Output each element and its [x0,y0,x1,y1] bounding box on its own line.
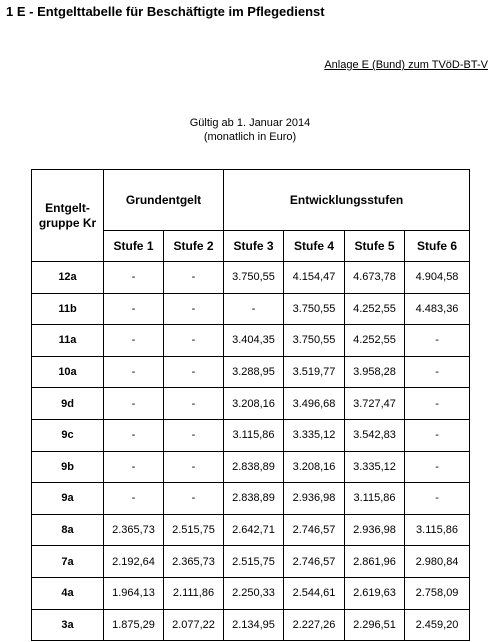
salary-cell: 3.208,16 [284,451,345,483]
pay-group-cell: 9c [32,419,104,451]
salary-cell: 2.936,98 [345,514,405,546]
pay-group-cell: 8a [32,514,104,546]
table-row [32,419,470,451]
base-salary-header: Grundentgelt [104,170,224,231]
salary-cell: - [224,293,284,325]
table-row [32,577,470,609]
pay-group-cell: 11a [32,325,104,357]
salary-cell: 4.252,55 [345,325,405,357]
table-row [32,609,470,641]
salary-cell: - [405,388,470,420]
level-header: Stufe 5 [345,231,405,262]
salary-cell: - [104,451,164,483]
salary-cell: - [104,419,164,451]
salary-cell: 4.904,58 [405,262,470,294]
table-row [32,325,470,357]
salary-cell: 3.750,55 [284,325,345,357]
validity-note [0,116,500,144]
salary-cell: - [405,325,470,357]
salary-cell: 3.115,86 [405,514,470,546]
salary-cell: 3.115,86 [224,419,284,451]
salary-cell: 2.746,57 [284,546,345,578]
salary-cell: 3.335,12 [345,451,405,483]
salary-cell: - [104,388,164,420]
table-row [32,483,470,515]
salary-cell: 2.111,86 [164,577,224,609]
table-row [32,514,470,546]
salary-cell: 2.838,89 [224,483,284,515]
salary-cell: 4.252,55 [345,293,405,325]
salary-cell: - [104,483,164,515]
salary-cell: - [104,262,164,294]
salary-cell: 1.964,13 [104,577,164,609]
pay-group-cell: 9b [32,451,104,483]
header-row-top [32,170,470,231]
unit-note-text: (monatlich in Euro) [203,131,297,143]
salary-cell: - [164,388,224,420]
pay-group-cell: 7a [32,546,104,578]
salary-cell: 3.958,28 [345,356,405,388]
salary-cell: 4.483,36 [405,293,470,325]
level-header: Stufe 2 [164,231,224,262]
table-row [32,262,470,294]
table-row [32,293,470,325]
salary-cell: 3.519,77 [284,356,345,388]
salary-cell: - [405,483,470,515]
salary-cell: 3.496,68 [284,388,345,420]
salary-cell: 2.936,98 [284,483,345,515]
salary-table [31,169,470,641]
salary-cell: 2.861,96 [345,546,405,578]
salary-cell: - [164,262,224,294]
salary-cell: 2.838,89 [224,451,284,483]
level-header: Stufe 3 [224,231,284,262]
salary-cell: 4.154,47 [284,262,345,294]
pay-group-cell: 9d [32,388,104,420]
salary-cell: 3.335,12 [284,419,345,451]
salary-cell: 2.296,51 [345,609,405,641]
salary-cell: 2.515,75 [224,546,284,578]
salary-cell: - [164,325,224,357]
salary-cell: - [405,419,470,451]
level-header: Stufe 6 [405,231,470,262]
salary-cell: 2.192,64 [104,546,164,578]
salary-cell: 2.250,33 [224,577,284,609]
pay-group-cell: 4a [32,577,104,609]
valid-from-text: Gültig ab 1. Januar 2014 [189,117,311,129]
pay-group-cell: 10a [32,356,104,388]
salary-cell: 2.459,20 [405,609,470,641]
annex-reference: Anlage E (Bund) zum TVöD-BT-V [324,59,488,71]
salary-cell: - [164,451,224,483]
page-heading: 1 E - Entgelttabelle für Beschäftigte im Pflegedienst [6,4,325,19]
salary-cell: 3.404,35 [224,325,284,357]
group-column-header: Entgelt- gruppe Kr [32,170,104,262]
salary-cell: 1.875,29 [104,609,164,641]
salary-cell: 4.673,78 [345,262,405,294]
pay-group-cell: 3a [32,609,104,641]
salary-cell: 2.515,75 [164,514,224,546]
table-row [32,546,470,578]
salary-cell: 3.750,55 [224,262,284,294]
salary-cell: 2.619,63 [345,577,405,609]
table-row [32,356,470,388]
pay-group-cell: 9a [32,483,104,515]
salary-cell: - [104,293,164,325]
salary-cell: 2.365,73 [164,546,224,578]
salary-cell: - [164,419,224,451]
salary-cell: 3.208,16 [224,388,284,420]
salary-cell: 2.746,57 [284,514,345,546]
salary-cell: 3.750,55 [284,293,345,325]
salary-cell: 2.544,61 [284,577,345,609]
level-header: Stufe 4 [284,231,345,262]
salary-cell: 3.115,86 [345,483,405,515]
pay-group-cell: 11b [32,293,104,325]
salary-cell: - [405,451,470,483]
salary-cell: 3.542,83 [345,419,405,451]
salary-cell: - [405,356,470,388]
salary-cell: - [164,293,224,325]
salary-cell: 2.980,84 [405,546,470,578]
salary-cell: - [164,483,224,515]
salary-cell: - [164,356,224,388]
salary-cell: 3.288,95 [224,356,284,388]
salary-cell: 3.727,47 [345,388,405,420]
salary-cell: 2.227,26 [284,609,345,641]
salary-cell: - [104,356,164,388]
development-levels-header: Entwicklungsstufen [224,170,470,231]
salary-cell: 2.077,22 [164,609,224,641]
level-header: Stufe 1 [104,231,164,262]
salary-cell: 2.758,09 [405,577,470,609]
pay-group-cell: 12a [32,262,104,294]
table-row [32,451,470,483]
table-row [32,388,470,420]
salary-cell: 2.134,95 [224,609,284,641]
salary-cell: 2.642,71 [224,514,284,546]
salary-cell: 2.365,73 [104,514,164,546]
salary-cell: - [104,325,164,357]
